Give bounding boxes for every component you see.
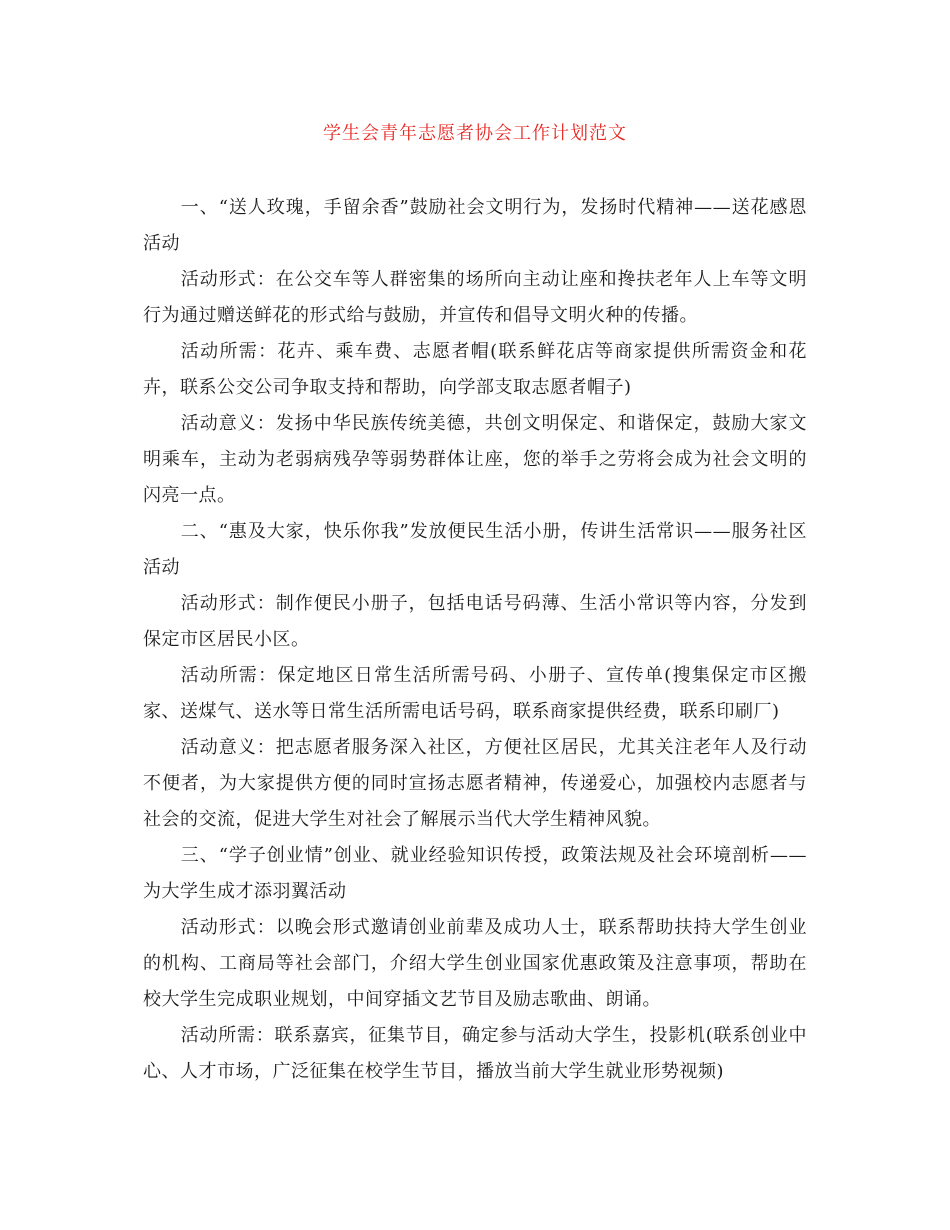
document-title: 学生会青年志愿者协会工作计划范文 <box>323 123 627 144</box>
paragraph-section-1-form: 活动形式：在公交车等人群密集的场所向主动让座和搀扶老年人上车等文明行为通过赠送鲜花的形式给与鼓励，并宣传和倡导文明火种的传播。 <box>143 269 807 326</box>
paragraph-section-1-meaning: 活动意义：发扬中华民族传统美德，共创文明保定、和谐保定，鼓励大家文明乘车，主动为老弱病残孕等弱势群体让座，您的举手之劳将会成为社会文明的闪亮一点。 <box>143 413 807 506</box>
paragraph-section-2-heading: 二、“惠及大家，快乐你我”发放便民生活小册，传讲生活常识——服务社区活动 <box>143 521 807 578</box>
paragraph-section-3-form: 活动形式：以晚会形式邀请创业前辈及成功人士，联系帮助扶持大学生创业的机构、工商局等社会部门，介绍大学生创业国家优惠政策及注意事项，帮助在校大学生完成职业规划，中间穿插文艺节目及励志歌曲、朗诵。 <box>143 917 807 1010</box>
paragraph-section-2-form: 活动形式：制作便民小册子，包括电话号码薄、生活小常识等内容，分发到保定市区居民小区。 <box>143 593 807 650</box>
document-body <box>143 190 807 1090</box>
paragraph-section-3-heading: 三、“学子创业情”创业、就业经验知识传授，政策法规及社会环境剖析——为大学生成才添羽翼活动 <box>143 845 807 902</box>
paragraph-section-1-needs: 活动所需：花卉、乘车费、志愿者帽(联系鲜花店等商家提供所需资金和花卉，联系公交公司争取支持和帮助，向学部支取志愿者帽子) <box>143 341 807 398</box>
paragraph-section-2-needs: 活动所需：保定地区日常生活所需号码、小册子、宣传单(搜集保定市区搬家、送煤气、送水等日常生活所需电话号码，联系商家提供经费，联系印刷厂) <box>143 665 807 722</box>
paragraph-section-3-needs: 活动所需：联系嘉宾，征集节目，确定参与活动大学生，投影机(联系创业中心、人才市场，广泛征集在校学生节目，播放当前大学生就业形势视频) <box>143 1025 807 1082</box>
paragraph-section-2-meaning: 活动意义：把志愿者服务深入社区，方便社区居民，尤其关注老年人及行动不便者，为大家提供方便的同时宣扬志愿者精神，传递爱心，加强校内志愿者与社会的交流，促进大学生对社会了解展示当代大学生精神风貌。 <box>143 737 807 830</box>
paragraph-section-1-heading: 一、“送人玫瑰，手留余香”鼓励社会文明行为，发扬时代精神——送花感恩活动 <box>143 197 807 254</box>
